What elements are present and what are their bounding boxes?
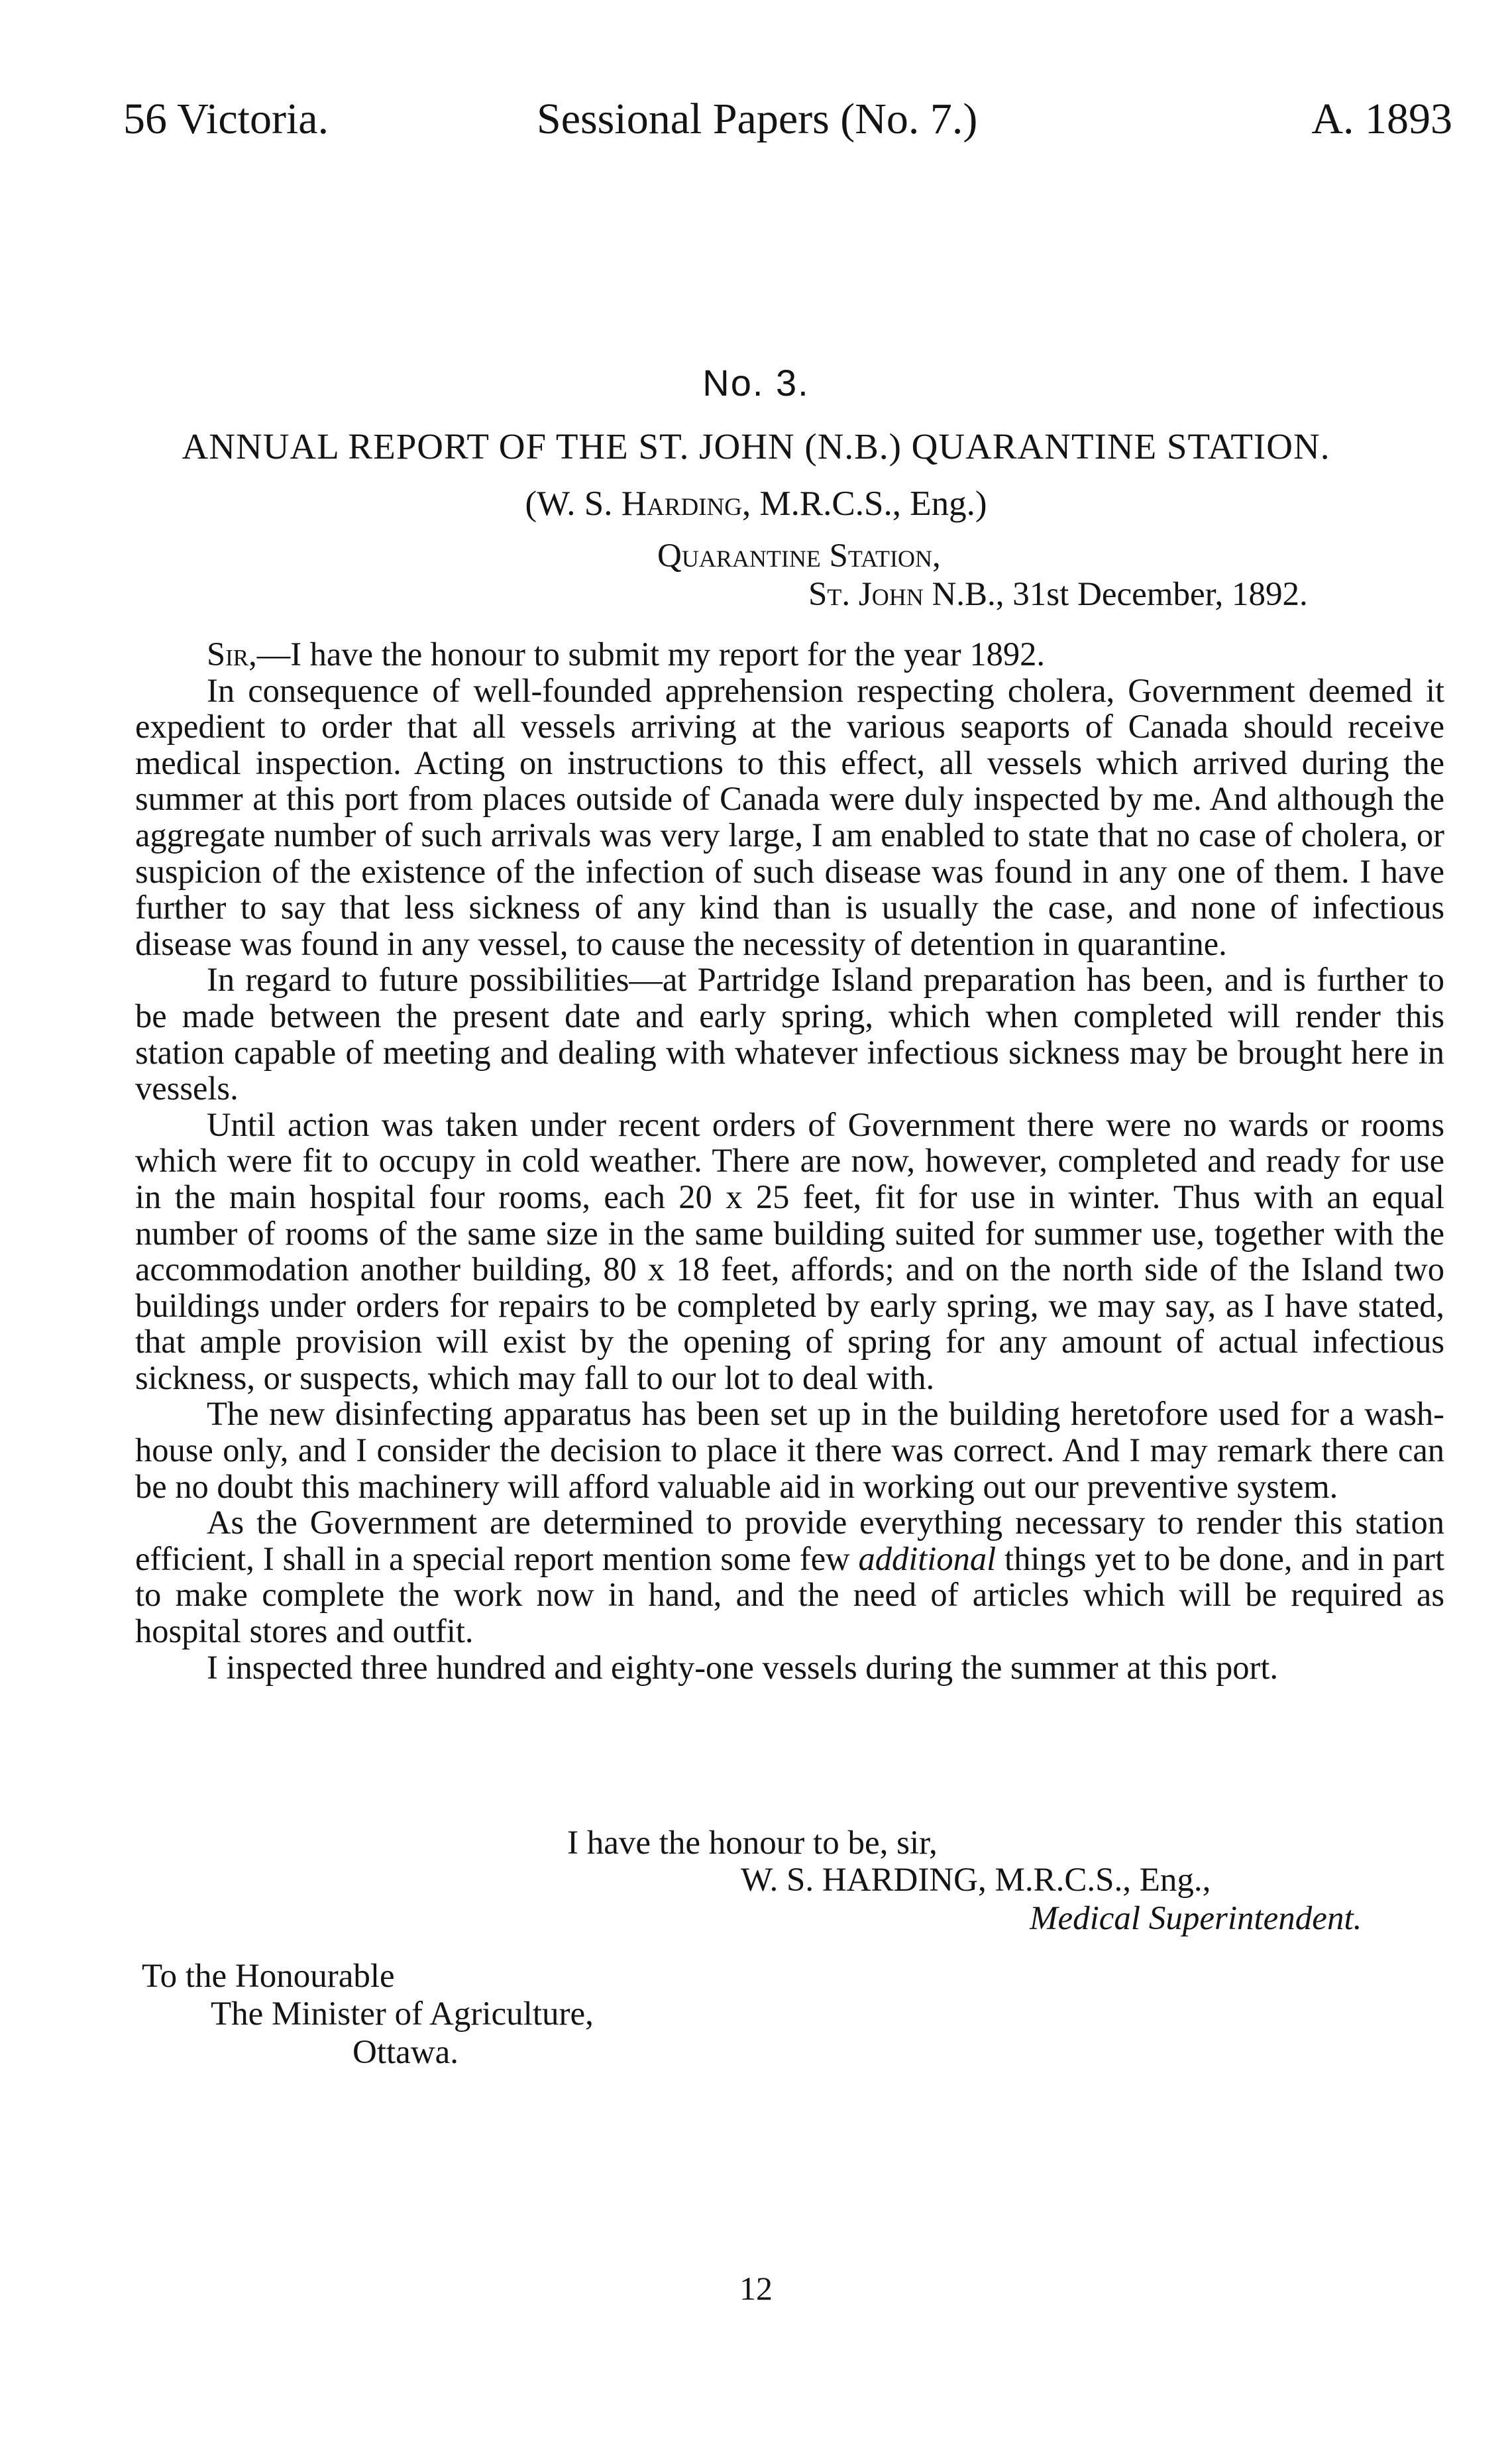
closing-signature: W. S. HARDING, M.R.C.S., Eng., [741,1862,1211,1899]
salutation [135,636,1444,673]
salutation-sir: Sir [207,636,249,673]
report-author [0,484,1512,524]
paragraph-cholera-inspection: In consequence of well-founded apprehension respecting cholera, Government deemed it expedient to order that all vessels arriving at the various seaports of Canada should receive medical inspection. Acting on instructions to this effect, all vessels which arrived during the summer at this port from places outside of Canada were duly inspected by me. And although the aggregate number of such arrivals was very large, I am enabled to state that no case of cholera, or suspicion of the existence of the infection of such disease was found in any one of them. I have further to say that less sickness of any kind than is usually the case, and none of infectious disease was found in any vessel, to cause the necessity of detention in quarantine. [135,671,1444,962]
running-head-series: Sessional Papers (No. 7.) [537,95,978,143]
paragraph-special-report-emphasis: additional [858,1539,997,1577]
paragraph-disinfecting-apparatus: The new disinfecting apparatus has been set up in the building heretofore used for a wash-house only, and I consider the decision to place it there was correct. And I may remark there can be no doubt this machinery will afford valuable aid in working out our preventive system. [135,1395,1444,1505]
dateline-place: St. John [808,576,924,613]
paragraph-vessels-inspected: I inspected three hundred and eighty-one vessels during the summer at this port. [207,1648,1278,1686]
running-head-year: A. 1893 [1311,95,1452,143]
report-number: No. 3. [702,362,810,404]
dateline-station: Quarantine Station, [657,537,941,575]
addressee-line-1: To the Honourable [142,1958,395,1995]
page-number: 12 [739,2270,773,2307]
addressee-line-2: The Minister of Agriculture, [211,1995,594,2033]
report-title: ANNUAL REPORT OF THE ST. JOHN (N.B.) QUARANTINE STATION. [182,426,1330,467]
paragraph-future-possibilities: In regard to future possibilities—at Partridge Island preparation has been, and is further to be made between the present date and early spring, which when completed will render this station capable of meeting and dealing with whatever infectious sickness may be brought here in vessels. [135,961,1444,1107]
report-author-open: (W. S. [525,484,621,523]
running-head [0,93,1512,146]
salutation-text: ,—I have the honour to submit my report for the year 1892. [248,636,1045,673]
addressee-line-3: Ottawa. [352,2034,459,2071]
closing-title: Medical Superintendent. [1030,1900,1362,1937]
paragraph-special-report [135,1504,1444,1649]
report-body [135,636,1444,1685]
closing-greeting: I have the honour to be, sir, [567,1824,938,1862]
running-head-volume: 56 Victoria. [123,95,329,143]
dateline-date: N.B., 31st December, 1892. [923,576,1308,613]
report-author-name: Harding [621,484,742,523]
paragraph-special-report-start: As the Government are determined to provide everything necessary to render this station efficient, I shall in a special report mention some few [135,1504,1444,1577]
paragraph-special-report-end: things yet to be done, and in part to make complete the work now in hand, and the need of articles which will be required as hospital stores and outfit. [135,1539,1444,1650]
dateline-place-date [808,575,1308,614]
report-author-close: , M.R.C.S., Eng.) [741,484,987,523]
paragraph-hospital-rooms: Until action was taken under recent orders of Government there were no wards or rooms which were fit to occupy in cold weather. There are now, however, completed and ready for use in the main hospital four rooms, each 20 x 25 feet, fit for use in winter. Thus with an equal number of rooms of the same size in the same building suited for summer use, together with the accommodation another building, 80 x 18 feet, affords; and on the north side of the Island two buildings under orders for repairs to be completed by early spring, we may say, as I have stated, that ample provision will exist by the opening of spring for any amount of actual infectious sickness, or suspects, which may fall to our lot to deal with. [135,1105,1444,1396]
